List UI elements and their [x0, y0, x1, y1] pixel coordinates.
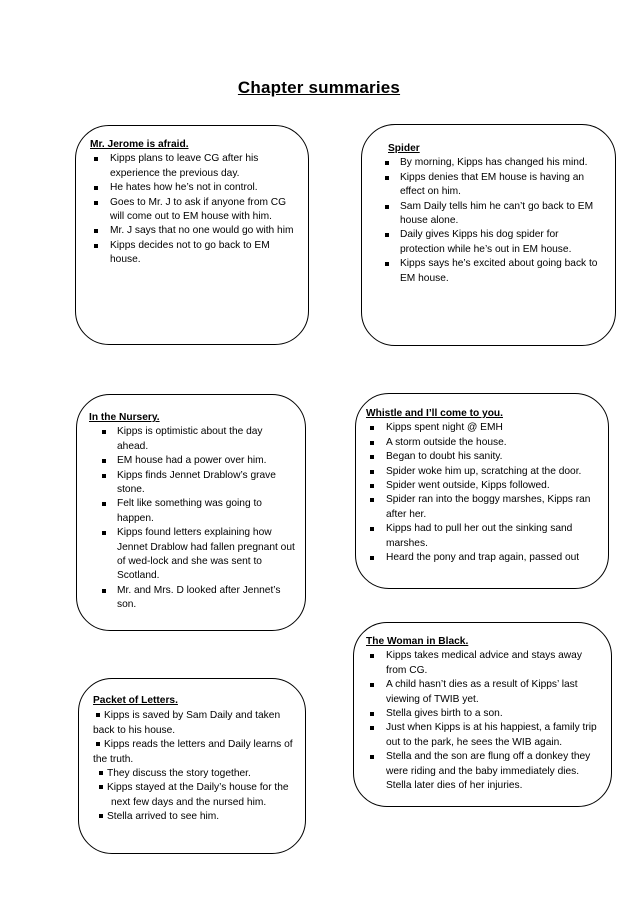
- list-item: [93, 738, 295, 767]
- list-item: Kipps says he’s excited about going back to EM house.: [372, 257, 603, 286]
- bullet-icon: [99, 814, 103, 818]
- list-item: Daily gives Kipps his dog spider for protection while he’s out in EM house.: [372, 228, 603, 257]
- summary-box-mr-jerome-is-afraid: [75, 125, 309, 345]
- box-heading: Spider: [388, 143, 420, 154]
- box-heading: The Woman in Black.: [366, 636, 469, 647]
- list-item: Stella and the son are flung off a donkey they were riding and the baby immediately dies. Stella later dies of her injuries.: [366, 750, 601, 793]
- bullet-icon: [99, 771, 103, 775]
- list-item: Kipps denies that EM house is having an effect on him.: [372, 171, 603, 200]
- list-item: Kipps decides not to go back to EM house.: [90, 239, 296, 268]
- page-title: Chapter summaries: [237, 78, 401, 97]
- summary-box-the-woman-in-black: [353, 622, 612, 807]
- bullet-list: [366, 649, 601, 793]
- list-item: Kipps plans to leave CG after his experience the previous day.: [90, 152, 296, 181]
- list-item: Just when Kipps is at his happiest, a family trip out to the park, he sees the WIB again.: [366, 721, 601, 750]
- list-item: Began to doubt his sanity.: [366, 450, 598, 464]
- box-heading: In the Nursery.: [89, 412, 160, 423]
- list-item: Heard the pony and trap again, passed out: [366, 551, 598, 565]
- list-item: [93, 709, 295, 738]
- bullet-list: [89, 425, 295, 612]
- summary-box-in-the-nursery: [76, 394, 306, 631]
- list-item: [93, 781, 295, 810]
- box-heading: Whistle and I’ll come to you.: [366, 408, 503, 419]
- list-item: A child hasn’t dies as a result of Kipps’ last viewing of TWIB yet.: [366, 678, 601, 707]
- list-item: He hates how he’s not in control.: [90, 181, 296, 195]
- list-item: Kipps is optimistic about the day ahead.: [89, 425, 295, 454]
- list-item: Kipps takes medical advice and stays away from CG.: [366, 649, 601, 678]
- list-item: Kipps spent night @ EMH: [366, 421, 598, 435]
- list-item: Mr. J says that no one would go with him: [90, 224, 296, 238]
- summary-box-packet-of-letters: [78, 678, 306, 854]
- box-heading: Mr. Jerome is afraid.: [90, 139, 189, 150]
- list-item: Mr. and Mrs. D looked after Jennet’s son.: [89, 584, 295, 613]
- list-item-text: Kipps reads the letters and Daily learns of the truth.: [93, 739, 293, 765]
- bullet-icon: [99, 785, 103, 789]
- list-item: Kipps had to pull her out the sinking sand marshes.: [366, 522, 598, 551]
- list-item: Stella gives birth to a son.: [366, 707, 601, 721]
- list-item: A storm outside the house.: [366, 436, 598, 450]
- box-heading: Packet of Letters.: [93, 695, 178, 706]
- bullet-icon: [96, 713, 100, 717]
- list-item: Felt like something was going to happen.: [89, 497, 295, 526]
- summary-box-whistle-and-ill-come-to-you: [355, 393, 609, 589]
- list-item: Kipps finds Jennet Drablow’s grave stone.: [89, 469, 295, 498]
- bullet-list: [90, 152, 296, 267]
- bullet-icon: [96, 742, 100, 746]
- list-item: Spider went outside, Kipps followed.: [366, 479, 598, 493]
- list-item: [93, 767, 295, 781]
- bullet-list: [372, 156, 603, 286]
- list-item: EM house had a power over him.: [89, 454, 295, 468]
- bullet-list: [93, 709, 295, 824]
- list-item-text: Kipps stayed at the Daily’s house for the next few days and the nursed him.: [107, 782, 289, 808]
- list-item: [93, 810, 295, 824]
- list-item: Sam Daily tells him he can’t go back to EM house alone.: [372, 200, 603, 229]
- list-item: Goes to Mr. J to ask if anyone from CG will come out to EM house with him.: [90, 196, 296, 225]
- list-item: Spider woke him up, scratching at the door.: [366, 465, 598, 479]
- bullet-list: [366, 421, 598, 565]
- list-item: Spider ran into the boggy marshes, Kipps ran after her.: [366, 493, 598, 522]
- list-item-text: Kipps is saved by Sam Daily and taken back to his house.: [93, 710, 281, 736]
- list-item: By morning, Kipps has changed his mind.: [372, 156, 603, 170]
- list-item: Kipps found letters explaining how Jennet Drablow had fallen pregnant out of wed-lock and she was sent to Scotland.: [89, 526, 295, 584]
- list-item-text: Stella arrived to see him.: [107, 811, 220, 823]
- summary-box-spider: [361, 124, 616, 346]
- list-item-text: They discuss the story together.: [107, 768, 251, 780]
